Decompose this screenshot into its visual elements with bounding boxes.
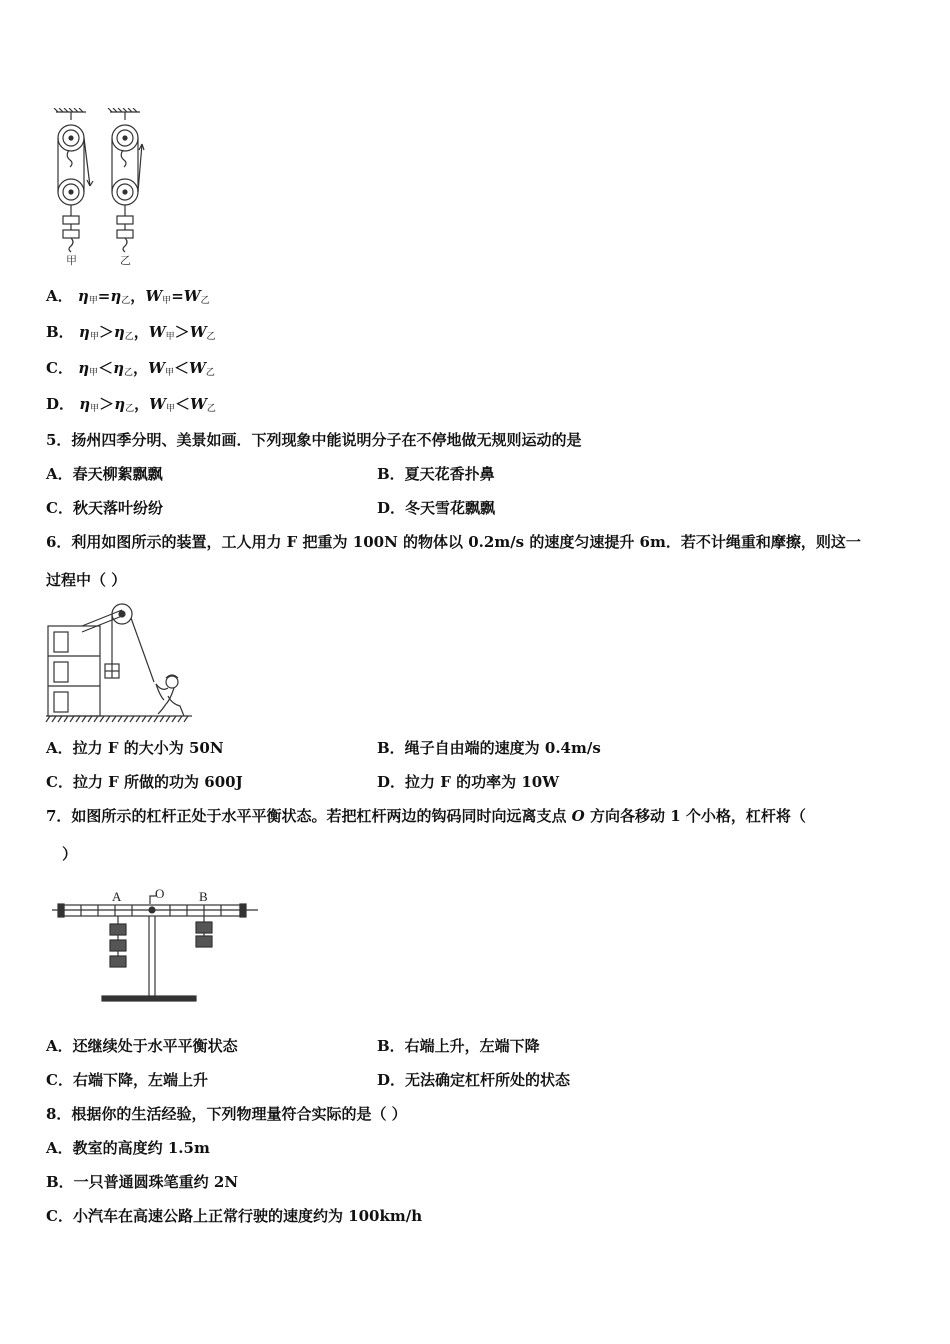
q6-option-d[interactable]: D．拉力 F 的功率为 10W (377, 773, 560, 791)
q5-option-a[interactable]: A．春天柳絮飘飘 (46, 465, 163, 483)
lever-label-b: B (199, 889, 208, 904)
q6-option-a[interactable]: A．拉力 F 的大小为 50N (46, 739, 224, 757)
q7-option-d[interactable]: D．无法确定杠杆所处的状态 (377, 1071, 571, 1089)
q4-option-c[interactable]: C． $\eta_甲<\eta_乙$，$W_甲<W_乙$ (46, 359, 215, 378)
q7-option-b[interactable]: B．右端上升，左端下降 (377, 1037, 540, 1055)
q6-stem-line1: 6．利用如图所示的装置，工人用力 F 把重为 100N 的物体以 0.2m/s 的速度匀速提升 6m．若不计绳重和摩擦，则这一 (46, 533, 861, 551)
q5-option-c[interactable]: C．秋天落叶纷纷 (46, 499, 163, 517)
worker-pulley-figure (44, 600, 194, 724)
q8-stem: 8．根据你的生活经验，下列物理量符合实际的是（ ） (46, 1105, 407, 1123)
q4-option-d[interactable]: D． $\eta_甲>\eta_乙$，$W_甲<W_乙$ (46, 395, 216, 414)
pulley-figure (50, 108, 160, 268)
q7-stem-line1: 7．如图所示的杠杆正处于水平平衡状态。若把杠杆两边的钩码同时向远离支点 O 方向各移动 1 个小格，杠杆将（ (46, 807, 806, 825)
q5-stem: 5．扬州四季分明、美景如画．下列现象中能说明分子在不停地做无规则运动的是 (46, 431, 582, 449)
q5-option-b[interactable]: B．夏天花香扑鼻 (377, 465, 495, 483)
q8-option-c[interactable]: C．小汽车在高速公路上正常行驶的速度约为 100km/h (46, 1207, 423, 1225)
q6-stem-line2: 过程中（ ） (46, 571, 127, 589)
lever-figure (50, 880, 260, 1006)
figure-label-jia: 甲 (66, 254, 77, 267)
q8-option-a[interactable]: A．教室的高度约 1.5m (46, 1139, 210, 1157)
q6-option-b[interactable]: B．绳子自由端的速度为 0.4m/s (377, 739, 601, 757)
lever-label-o: O (155, 886, 165, 901)
q5-option-d[interactable]: D．冬天雪花飘飘 (377, 499, 496, 517)
figure-label-yi: 乙 (120, 254, 131, 267)
q6-option-c[interactable]: C．拉力 F 所做的功为 600J (46, 773, 243, 791)
q8-option-b[interactable]: B．一只普通圆珠笔重约 2N (46, 1173, 239, 1191)
lever-label-a: A (112, 889, 122, 904)
q7-stem-line2: ） (62, 845, 78, 863)
q4-option-a[interactable]: A． $\eta_甲=\eta_乙$，$W_甲=W_乙$ (46, 287, 210, 306)
q7-option-c[interactable]: C．右端下降，左端上升 (46, 1071, 208, 1089)
q7-option-a[interactable]: A．还继续处于水平平衡状态 (46, 1037, 238, 1055)
q4-option-b[interactable]: B． $\eta_甲>\eta_乙$，$W_甲>W_乙$ (46, 323, 216, 342)
